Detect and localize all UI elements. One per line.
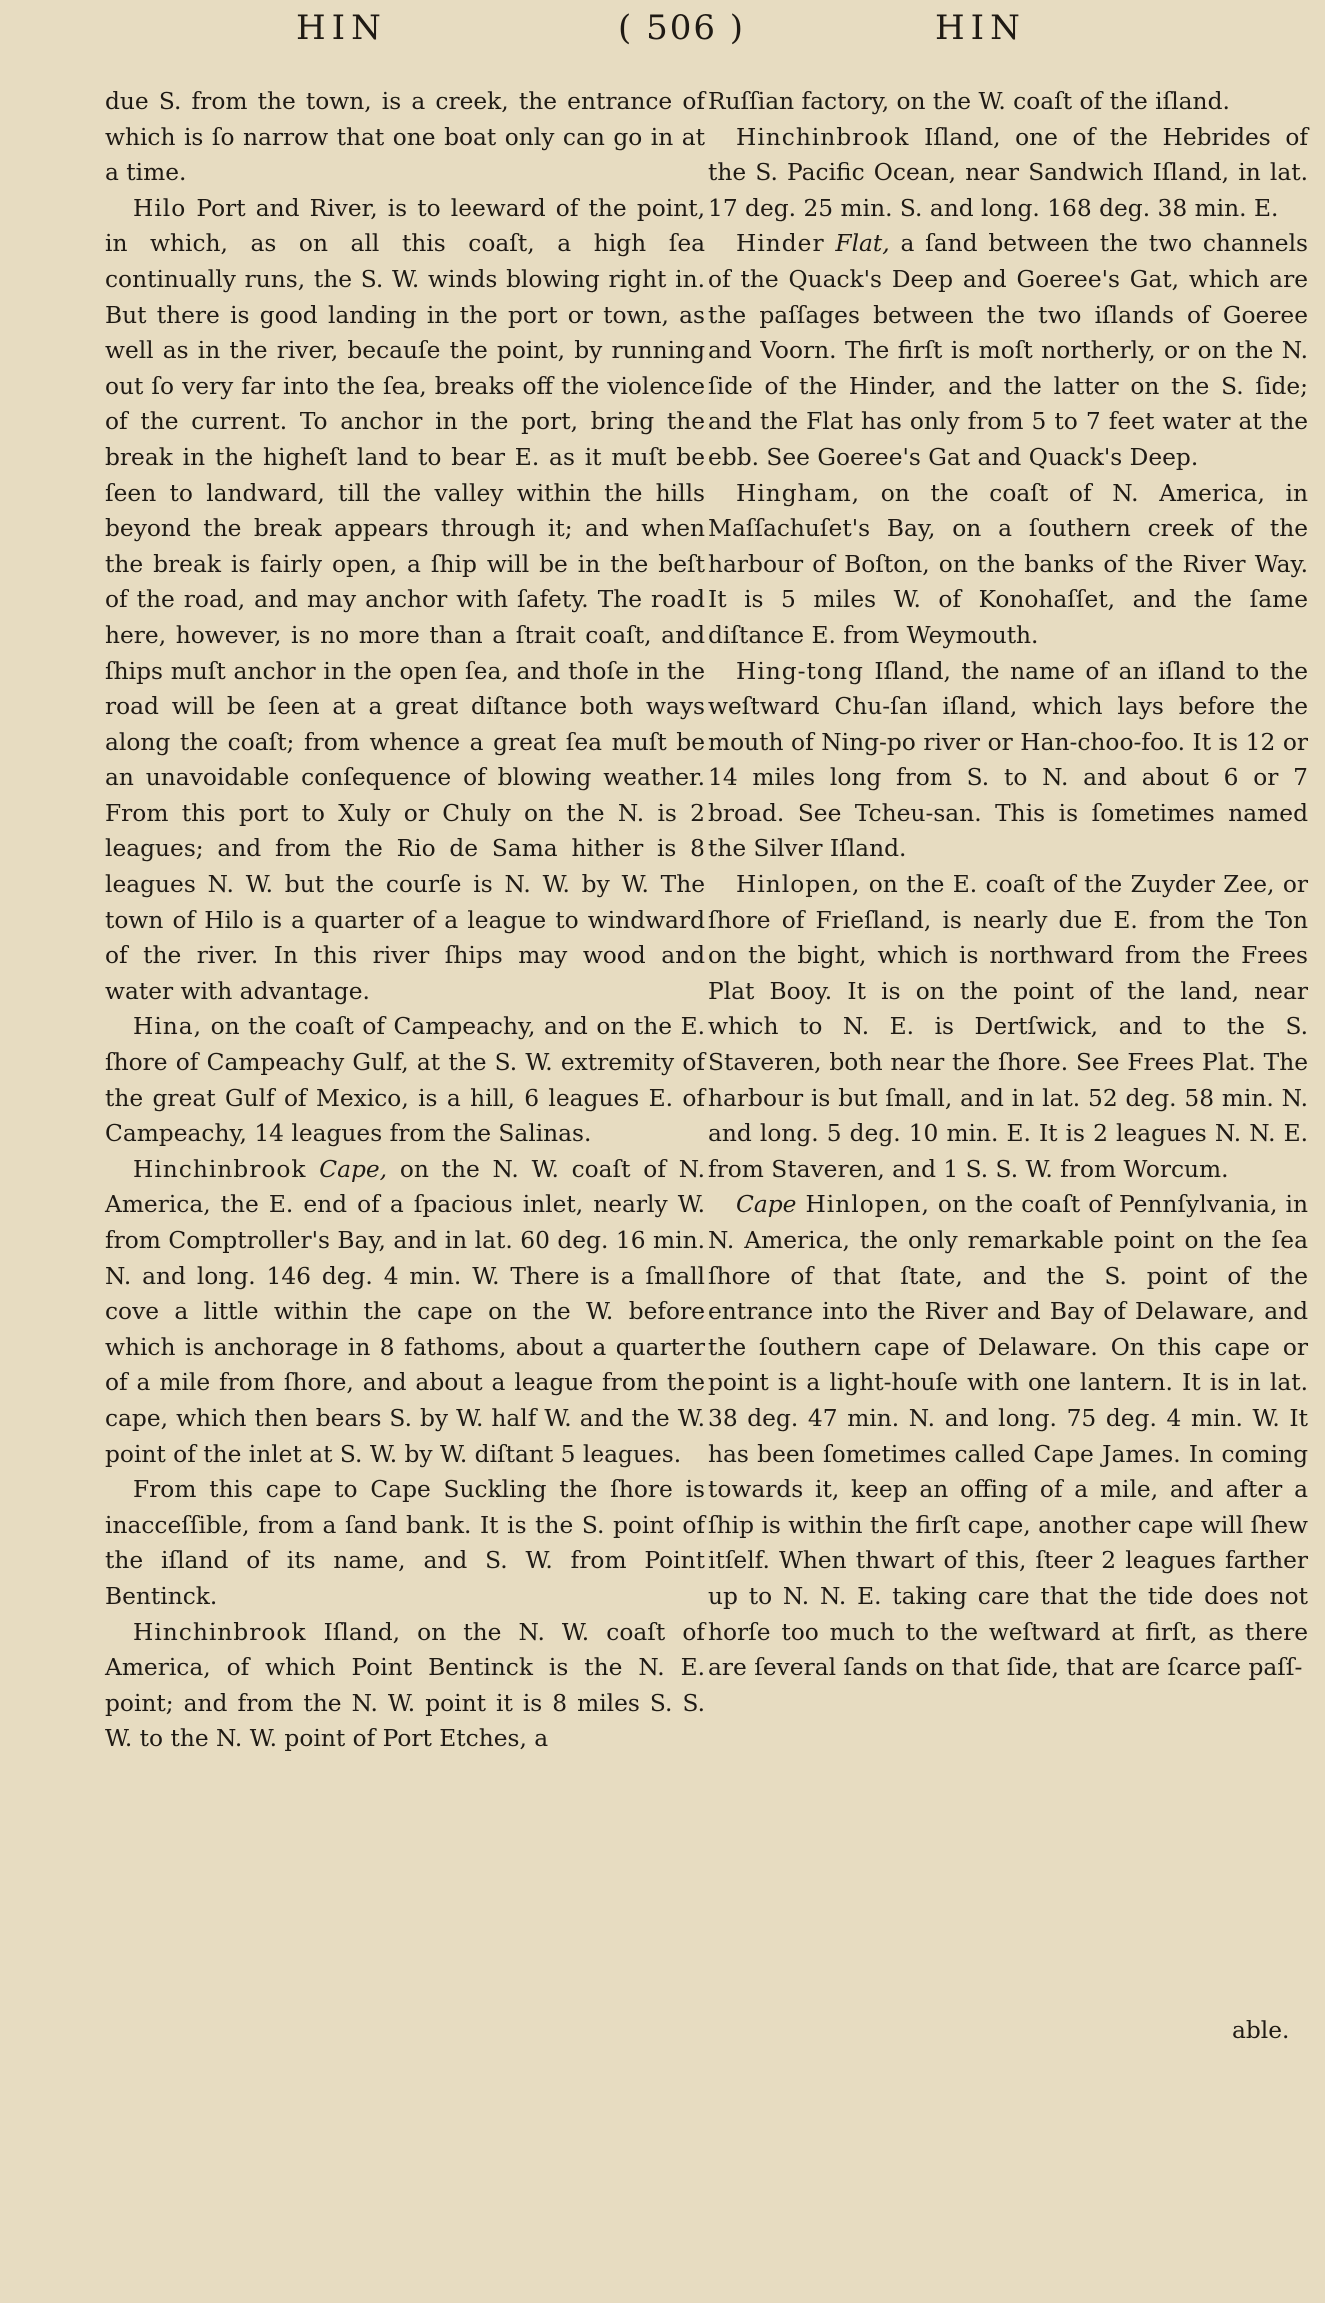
entry-hina: Hina, on the coaſt of Campeachy, and on the E. ſhore of Campeachy Gulf, at the S. W. extremity of the great Gulf of Mexico, is a hill, 6 leagues E. of Campeachy, 14 leagues from the Salinas. <box>105 1013 705 1148</box>
paragraph: From this cape to Cape Suckling the ſhore is inacceſſible, from a ſand bank. It is the S. point of the iſland of its name, and S. W. from Point Bentinck. <box>105 1476 705 1610</box>
entry-headword: Hina, <box>133 1013 203 1041</box>
paragraph: Ruſſian factory, on the W. coaſt of the iſland. <box>708 88 1230 115</box>
right-column <box>708 84 1308 1686</box>
header-left: HIN <box>296 8 387 48</box>
entry-cape-hinlopen: Cape Hinlopen, on the coaſt of Pennſylvania, in N. America, the only remarkable point on the ſea ſhore of that ſtate, and the S. point of the entrance into the River and Bay of Delaware, and the ſouthern cape of Delaware. On this cape or point is a light-houſe with one lantern. It is in lat. 38 deg. 47 min. N. and long. 75 deg. 4 min. W. It has been ſometimes called Cape James. In coming towards it, keep an offing of a mile, and after a ſhip is within the firſt cape, another cape will ſhew itſelf. When thwart of this, ſteer 2 leagues farther up to N. N. E. taking care that the tide does not horſe too much to the weſtward at firſt, as there are ſeveral ſands on that ſide, that are ſcarce paſſ- <box>708 1191 1308 1682</box>
entry-headword: Hinder <box>736 230 825 258</box>
entry-headword: Hilo <box>133 194 187 222</box>
entry-hinchinbrook-island-pacific: Hinchinbrook Iſland, one of the Hebrides of the S. Pacific Ocean, near Sandwich Iſland, in lat. 17 deg. 25 min. S. and long. 168 deg. 38 min. E. <box>708 123 1308 222</box>
catchword: able. <box>1232 2017 1290 2044</box>
header-right: HIN <box>935 8 1026 48</box>
entry-headword: Hing-tong <box>736 657 864 685</box>
left-column <box>105 84 705 1757</box>
entry-hingham: Hingham, on the coaſt of N. America, in Maſſachuſet's Bay, on a ſouthern creek of the harbour of Boſton, on the banks of the River Way. It is 5 miles W. of Konohaſſet, and the ſame diſtance E. from Weymouth. <box>708 479 1308 649</box>
entry-headword: Hinlopen, <box>736 871 861 899</box>
entry-hilo: Hilo Port and River, is to leeward of the point, in which, as on all this coaſt, a high ſea continually runs, the S. W. winds blowing right in. But there is good landing in the port or town, as well as in the river, becauſe the point, by running out ſo very far into the ſea, breaks off the violence of the current. To anchor in the port, bring the break in the higheſt land to bear E. as it muſt be ſeen to landward, till the valley within the hills beyond the break appears through it; and when the break is fairly open, a ſhip will be in the beſt of the road, and may anchor with ſafety. The road here, however, is no more than a ſtrait coaſt, and ſhips muſt anchor in the open ſea, and thoſe in the road will be ſeen at a great diſtance both ways along the coaſt; from whence a great ſea muſt be an unavoidable conſequence of blowing weather. From this port to Xuly or Chuly on the N. is 2 leagues; and from the Rio de Sama hither is 8 leagues N. W. but the courſe is N. W. by W. The town of Hilo is a quarter of a league to windward of the river. In this river ſhips may wood and water with advantage. <box>105 194 705 1005</box>
running-header <box>0 4 1325 52</box>
entry-hing-tong: Hing-tong Iſland, the name of an iſland to the weſtward Chu-ſan iſland, which lays before the mouth of Ning-po river or Han-choo-foo. It is 12 or 14 miles long from S. to N. and about 6 or 7 broad. See Tcheu-san. This is ſometimes named the Silver Iſland. <box>708 657 1308 863</box>
entry-headword: Hinlopen, <box>796 1191 930 1219</box>
entry-hinder-flat: Hinder Flat, a ſand between the two channels of the Quack's Deep and Goeree's Gat, which are the paſſages between the two iſlands of Goeree and Voorn. The firſt is moſt northerly, or on the N. ſide of the Hinder, and the latter on the S. ſide; and the Flat has only from 5 to 7 feet water at the ebb. See Goeree's Gat and Quack's Deep. <box>708 230 1308 471</box>
entry-headword: Hinchinbrook <box>736 123 910 151</box>
entry-headword: Hinchinbrook <box>133 1618 307 1646</box>
entry-hinchinbrook-island: Hinchinbrook Iſland, on the N. W. coaſt of America, of which Point Bentinck is the N. E. point; and from the N. W. point it is 8 miles S. S. W. to the N. W. point of Port Etches, a <box>105 1618 705 1753</box>
entry-hinchinbrook-cape: Hinchinbrook Cape, on the N. W. coaſt of N. America, the E. end of a ſpacious inlet, nearly W. from Comptroller's Bay, and in lat. 60 deg. 16 min. N. and long. 146 deg. 4 min. W. There is a ſmall cove a little within the cape on the W. before which is anchorage in 8 fathoms, about a quarter of a mile from ſhore, and about a league from the cape, which then bears S. by W. half W. and the W. point of the inlet at S. W. by W. diſtant 5 leagues. <box>105 1155 705 1468</box>
page-number: ( 506 ) <box>618 8 746 48</box>
entry-headword: Hinchinbrook <box>133 1155 307 1183</box>
paragraph: due S. from the town, is a creek, the entrance of which is ſo narrow that one boat only can go in at a time. <box>105 88 705 187</box>
entry-headword: Hingham, <box>736 479 861 507</box>
entry-hinlopen: Hinlopen, on the E. coaſt of the Zuyder Zee, or ſhore of Frieſland, is nearly due E. from the Ton on the bight, which is northward from the Frees Plat Booy. It is on the point of the land, near which to N. E. is Dertſwick, and to the S. Staveren, both near the ſhore. See Frees Plat. The harbour is but ſmall, and in lat. 52 deg. 58 min. N. and long. 5 deg. 10 min. E. It is 2 leagues N. N. E. from Staveren, and 1 S. S. W. from Worcum. <box>708 871 1308 1183</box>
